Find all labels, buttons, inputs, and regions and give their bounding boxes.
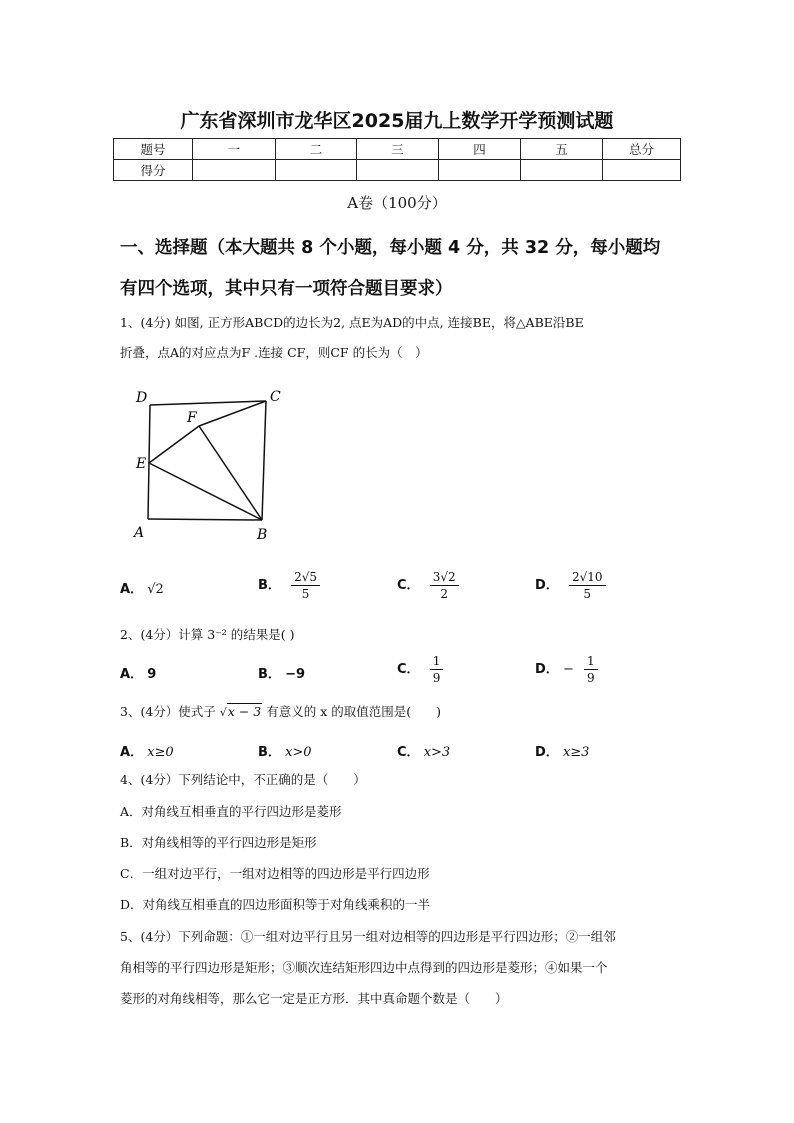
score-header-cell: 一 xyxy=(193,139,276,160)
score-cell xyxy=(521,160,603,181)
q2-option-d-fraction: $\frac{1}{9}$ xyxy=(584,654,598,685)
q5-text-line2: 角相等的平行四边形是矩形；③顺次连结矩形四边中点得到的四边形是菱形；④如果一个 xyxy=(120,960,608,975)
q3-option-b[interactable]: B． x>0 xyxy=(258,745,312,760)
fig-edge-fc xyxy=(199,401,266,426)
fig-edge-cb xyxy=(262,401,266,520)
section1-heading-line2: 有四个选项，其中只有一项符合题目要求） xyxy=(120,279,453,299)
q4-option-d[interactable]: D．对角线互相垂直的四边形面积等于对角线乘积的一半 xyxy=(120,897,431,912)
q2-option-b[interactable]: B． −9 xyxy=(258,667,306,682)
section-a-heading: A卷（100分） xyxy=(347,194,447,212)
q4-option-b[interactable]: B．对角线相等的平行四边形是矩形 xyxy=(120,835,317,850)
q3-radicand: x − 3 xyxy=(227,704,262,719)
q3-text: 3、(4分）使式子 √x − 3 有意义的 x 的取值范围是( ) xyxy=(120,704,441,719)
score-cell xyxy=(193,160,276,181)
score-row-label: 得分 xyxy=(114,160,193,181)
score-header-cell: 三 xyxy=(357,139,439,160)
q2-option-d[interactable]: D． − $\frac{1}{9}$ xyxy=(535,654,598,685)
score-header-cell: 二 xyxy=(276,139,357,160)
section1-heading-line1: 一、选择题（本大题共 8 个小题，每小题 4 分，共 32 分，每小题均 xyxy=(120,238,661,258)
score-cell xyxy=(276,160,357,181)
q3-option-d[interactable]: D． x≥3 xyxy=(535,745,590,760)
q1-option-a-value: √2 xyxy=(147,582,164,597)
score-cell xyxy=(357,160,439,181)
q2-option-c[interactable]: C． $\frac{1}{9}$ xyxy=(397,654,443,685)
fig-edge-ab xyxy=(148,519,262,520)
q1-option-a[interactable]: A． √2 xyxy=(120,582,164,597)
q1-option-b[interactable]: B． $\frac{2√5}{5}$ xyxy=(258,570,320,601)
fig-label-c: C xyxy=(270,389,281,405)
q2-option-a[interactable]: A． 9 xyxy=(120,667,157,682)
score-cell xyxy=(603,160,681,181)
fig-label-d: D xyxy=(136,390,148,406)
fig-edge-dc xyxy=(150,401,266,405)
q1-text-line1: 1、(4分) 如图, 正方形ABCD的边长为2, 点E为AD的中点, 连接BE，将△ABE沿BE xyxy=(120,315,584,330)
fig-label-f: F xyxy=(187,410,197,426)
fig-label-b: B xyxy=(257,527,268,543)
fig-edge-fb xyxy=(199,426,262,520)
q3-option-c[interactable]: C． x>3 xyxy=(397,745,451,760)
fig-edge-ef xyxy=(149,426,199,463)
exam-title: 广东省深圳市龙华区2025届九上数学开学预测试题 xyxy=(180,110,614,132)
score-table-header-row xyxy=(114,139,681,160)
q5-text-line1: 5、(4分）下列命题：①一组对边平行且另一组对边相等的四边形是平行四边形；②一组邻 xyxy=(120,929,616,944)
score-header-cell: 五 xyxy=(521,139,603,160)
score-header-cell: 总分 xyxy=(603,139,681,160)
score-table-score-row xyxy=(114,160,681,181)
q4-option-a[interactable]: A．对角线互相垂直的平行四边形是菱形 xyxy=(120,804,342,819)
q1-option-d-fraction: $\frac{2√10}{5}$ xyxy=(569,570,606,601)
fig-edge-eb xyxy=(149,463,262,520)
q1-text-line2: 折叠，点A的对应点为F .连接 CF，则CF 的长为（ ） xyxy=(120,345,428,360)
q2-text: 2、(4分）计算 3⁻² 的结果是( ) xyxy=(120,627,295,642)
score-header-cell: 四 xyxy=(439,139,521,160)
q4-option-c[interactable]: C．一组对边平行，一组对边相等的四边形是平行四边形 xyxy=(120,866,430,881)
score-table xyxy=(113,138,681,181)
q5-text-line3: 菱形的对角线相等，那么它一定是正方形．其中真命题个数是（ ） xyxy=(120,991,508,1006)
q1-option-d[interactable]: D． $\frac{2√10}{5}$ xyxy=(535,570,606,601)
q1-option-b-fraction: $\frac{2√5}{5}$ xyxy=(291,570,320,601)
q1-square-figure xyxy=(120,384,290,549)
score-cell xyxy=(439,160,521,181)
q1-option-c[interactable]: C． $\frac{3√2}{2}$ xyxy=(397,570,459,601)
fig-label-e: E xyxy=(136,456,147,472)
q3-option-a[interactable]: A． x≥0 xyxy=(120,745,174,760)
q4-text: 4、(4分）下列结论中，不正确的是（ ） xyxy=(120,772,366,787)
score-header-cell: 题号 xyxy=(114,139,193,160)
q1-option-c-fraction: $\frac{3√2}{2}$ xyxy=(430,570,459,601)
q2-option-c-fraction: $\frac{1}{9}$ xyxy=(430,654,444,685)
fig-label-a: A xyxy=(134,525,145,541)
